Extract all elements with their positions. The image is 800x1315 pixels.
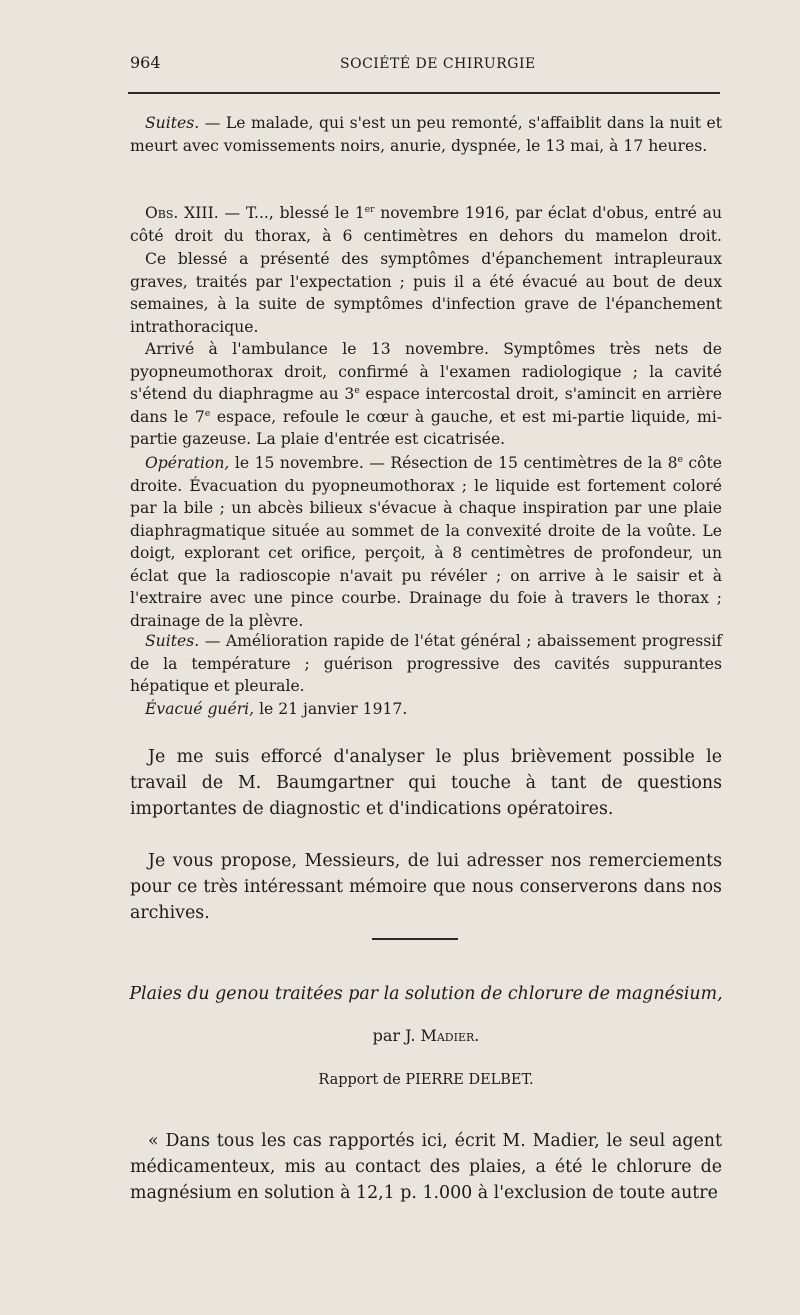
author-prefix: par J. — [372, 1026, 421, 1045]
paragraph-arrive — [130, 338, 722, 451]
obs-label: Obs. XIII. — [145, 204, 219, 222]
evacue-label: Évacué guéri, — [145, 700, 255, 718]
paragraph-obs-xiii — [130, 202, 722, 247]
operation-text-a: le 15 novembre. — Résection de 15 centimètres de la 8 — [229, 454, 678, 472]
arrive-sup-1: e — [354, 385, 360, 396]
header-rule — [128, 92, 720, 94]
operation-sup: e — [677, 454, 683, 465]
running-title: SOCIÉTÉ DE CHIRURGIE — [340, 56, 536, 72]
operation-text-b: côte droite. Évacuation du pyopneumothorax ; le liquide est fortement coloré par la bile ; un abcès bilieux s'évacue à chaque inspiration par une plaie diaphragmatique située au sommet de la convexité droite de la voûte. Le doigt, explorant cet orifice, perçoit, à 8 centimètres de profondeur, un éclat que la radioscopie n'avait pu révéler ; on arrive à le saisir et à l'extraire avec une pince courbe. Drainage du foie à travers le thorax ; drainage de la plèvre. — [130, 454, 722, 630]
paragraph-evacue — [130, 698, 722, 721]
arrive-text-a: Arrivé à l'ambulance le 13 novembre. Symptômes très nets de pyopneumothorax droit, confirmé à l'examen radiologique ; la cavité s'étend du diaphragme au 3 — [130, 340, 722, 403]
author-name: Madier. — [420, 1026, 480, 1045]
arrive-sup-2: e — [204, 408, 211, 419]
operation-label: Opération, — [145, 454, 230, 472]
article-opening-paragraph: « Dans tous les cas rapportés ici, écrit M. Madier, le seul agent médicamenteux, mis au contact des plaies, a été le chlorure de magnésium en solution à 12,1 p. 1.000 à l'exclusion de toute autre — [130, 1131, 722, 1203]
suites-1-label: Suites. — [145, 114, 200, 132]
body-paragraph-1: Je me suis efforcé d'analyser le plus brièvement possible le travail de M. Baumgartner qui touche à tant de questions importantes de diagnostic et d'indications opératoires. — [130, 747, 722, 819]
section-separator — [372, 938, 458, 940]
blesse-text: Ce blessé a présenté des symptômes d'épanchement intrapleuraux graves, traités par l'expectation ; puis il a été évacué au bout de deux semaines, à la suite de symptômes d'infection grave de l'épanchement intrathoracique. — [130, 250, 722, 336]
suites-1-text: — Le malade, qui s'est un peu remonté, s'affaiblit dans la nuit et meurt avec vomissements noirs, anurie, dyspnée, le 13 mai, à 17 heures. — [130, 114, 722, 155]
paragraph-suites-1 — [130, 112, 722, 157]
evacue-text: le 21 janvier 1917. — [254, 700, 408, 718]
paragraph-suites-2 — [130, 630, 722, 698]
body-paragraph-2: Je vous propose, Messieurs, de lui adresser nos remerciements pour ce très intéressant mémoire que nous conserverons dans nos archives. — [130, 851, 722, 923]
suites-2-text: — Amélioration rapide de l'état général ; abaissement progressif de la température ; guérison progressive des cavités suppurantes hépatique et pleurale. — [130, 632, 722, 695]
arrive-text-b: espace intercostal droit, s'amincit en arrière dans le 7 — [130, 385, 722, 426]
obs-superscript: er — [364, 204, 375, 215]
obs-text-b: novembre 1916, par éclat d'obus, entré au côté droit du thorax, à 6 centimètres en dehors du mamelon droit. — [130, 204, 722, 245]
page-number: 964 — [130, 53, 161, 72]
suites-2-label: Suites. — [145, 632, 200, 650]
paragraph-blesse — [130, 248, 722, 338]
paragraph-operation — [130, 452, 722, 632]
obs-text-a: — T..., blessé le 1 — [218, 204, 365, 222]
article-author — [130, 1026, 722, 1045]
article-report: Rapport de PIERRE DELBET. — [318, 1072, 534, 1088]
article-title: Plaies du genou traitées par la solution de chlorure de magnésium, — [129, 984, 723, 1004]
arrive-text-c: espace, refoule le cœur à gauche, et est mi-partie liquide, mi-partie gazeuse. La plaie d'entrée est cicatrisée. — [130, 407, 722, 448]
